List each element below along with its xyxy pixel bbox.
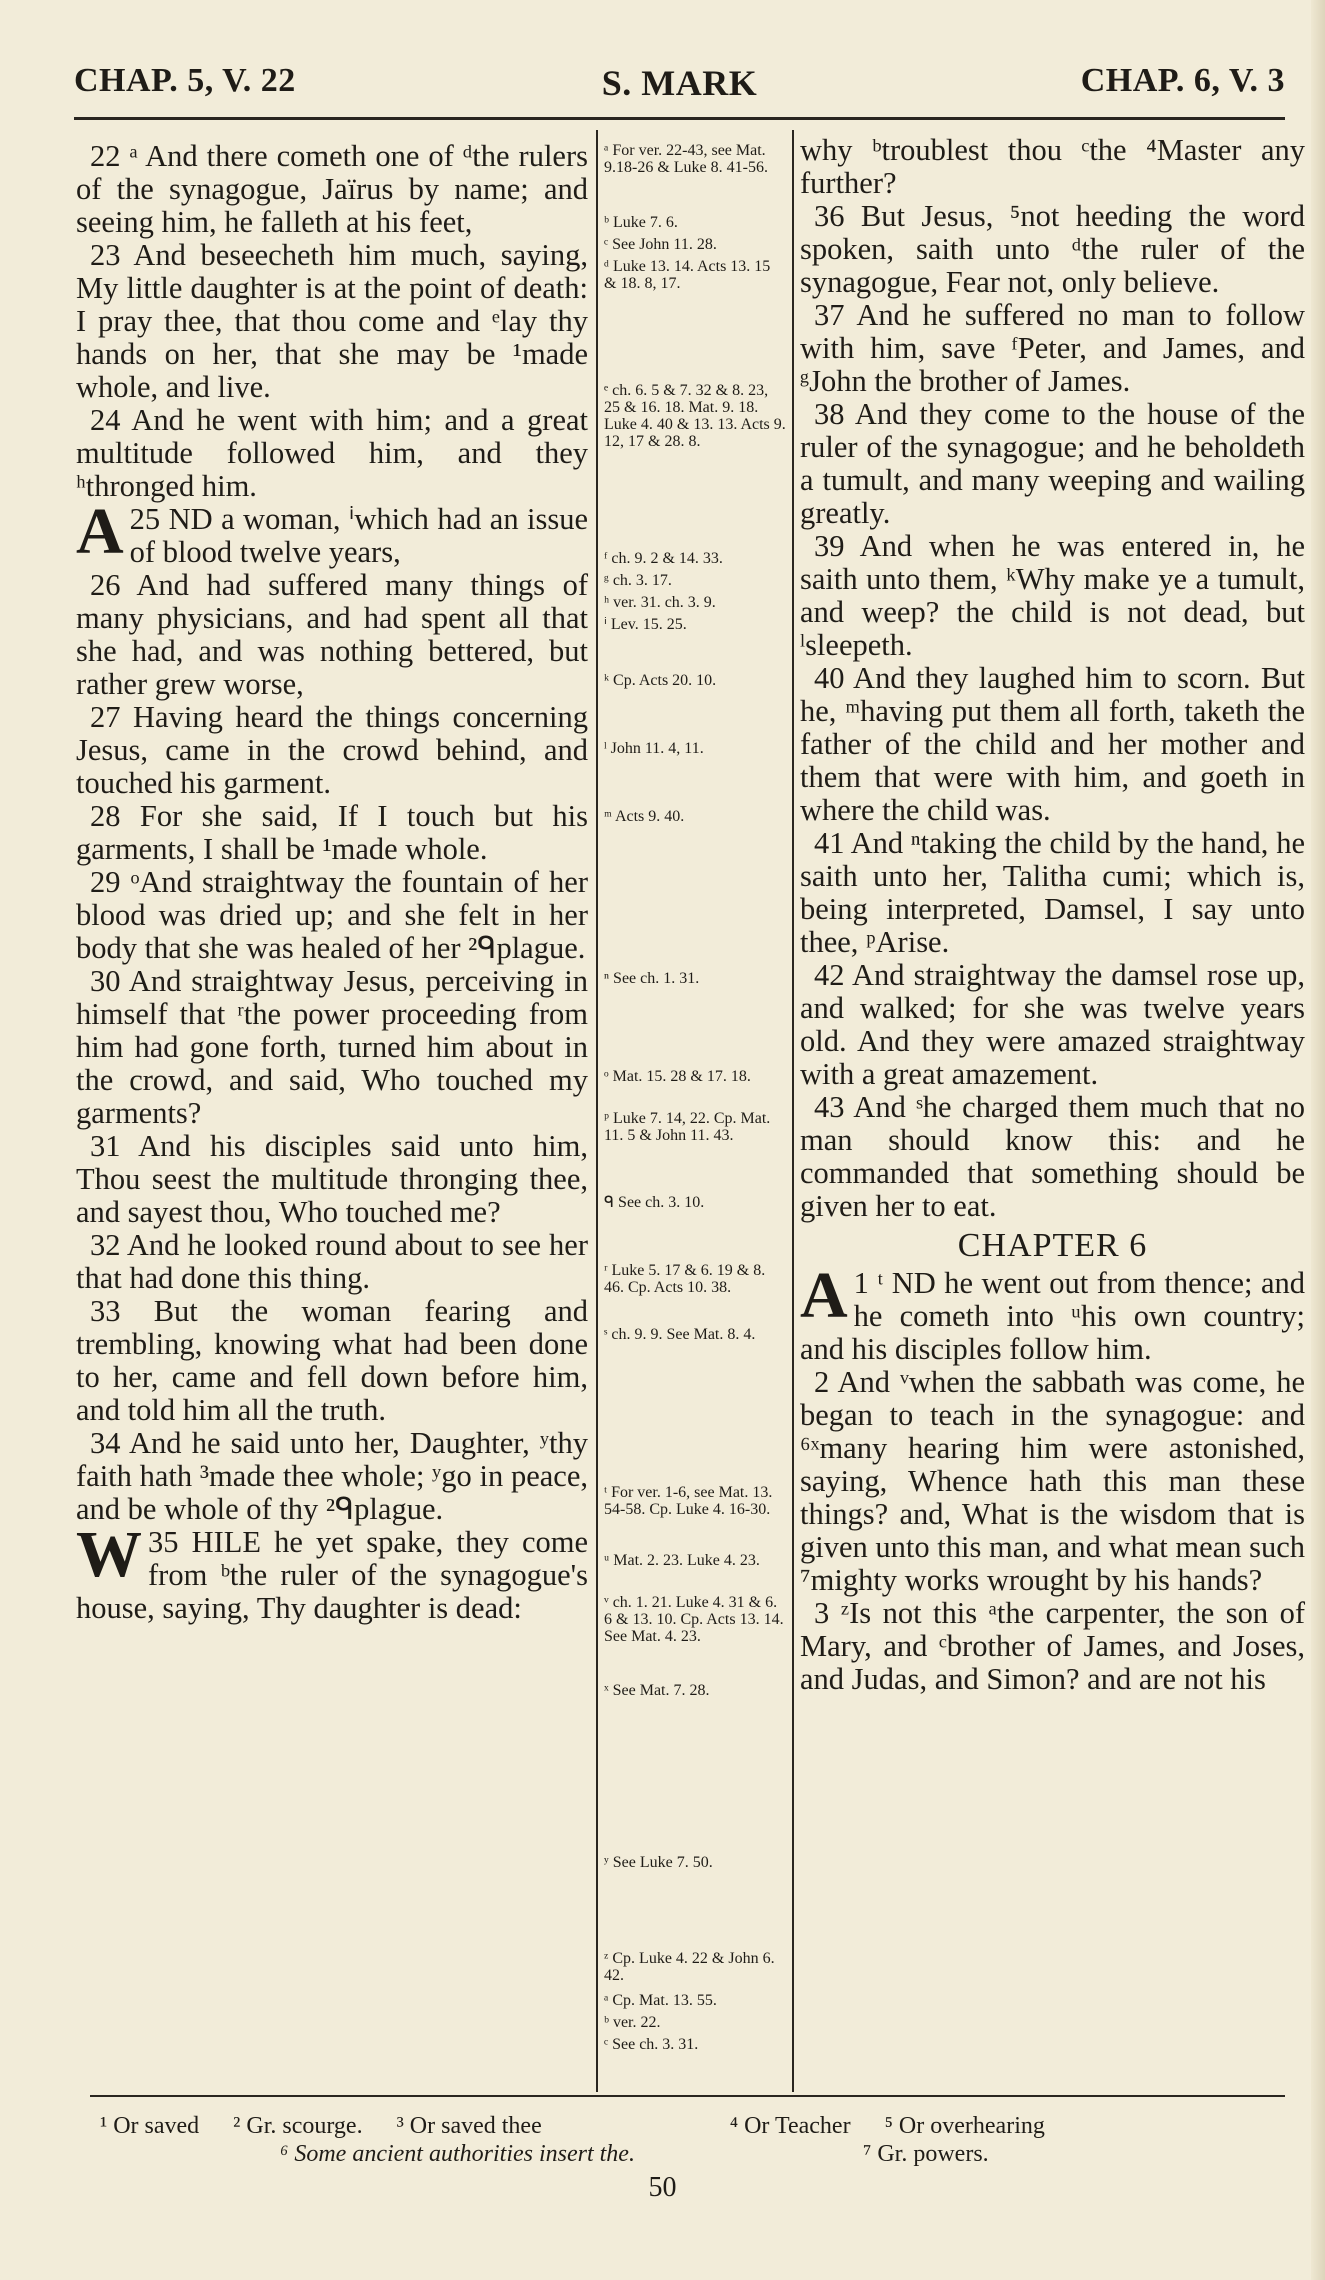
crossref-y: ʸ See Luke 7. 50. (604, 1854, 713, 1871)
verse-31: 31 And his disciples said unto him, Thou seest the multitude thronging thee, and sayest thou, Who touched me? (76, 1129, 588, 1229)
crossref-b: ᵇ Luke 7. 6. (604, 214, 678, 231)
running-header (74, 62, 1285, 112)
verse-35-number: 35 (148, 1525, 179, 1559)
verse-29: 29 ᵒAnd straightway the fountain of her blood was dried up; and she felt in her body that she was healed of her ²ᑫplague. (76, 865, 588, 965)
verse-28: 28 For she said, If I touch but his garments, I shall be ¹made whole. (76, 799, 588, 866)
verse-43: 43 And ˢhe charged them much that no man should know this: and he commanded that something should be given her to eat. (800, 1090, 1305, 1223)
verse-6-1-dropcap: A (800, 1259, 848, 1332)
footnote-1: ¹ Or saved (100, 2113, 200, 2139)
footnote-rule (90, 2095, 1285, 2097)
crossref-c2: ᶜ See ch. 3. 31. (604, 2036, 699, 2053)
verse-38: 38 And they come to the house of the ruler of the synagogue; and he beholdeth a tumult, and many weeping and wailing greatly. (800, 397, 1305, 530)
crossref-s: ˢ ch. 9. 9. See Mat. 8. 4. (604, 1326, 756, 1343)
verse-26: 26 And had suffered many things of many physicians, and had spent all that she had, and was nothing bettered, but rather grew worse, (76, 568, 588, 701)
verse-37: 37 And he suffered no man to follow with him, save ᶠPeter, and James, and ᵍJohn the brother of James. (800, 298, 1305, 398)
verse-6-1-number: 1 ᵗ (853, 1266, 884, 1300)
verse-33: 33 But the woman fearing and trembling, knowing what had been done to her, came and fell down before him, and told him all the truth. (76, 1294, 588, 1427)
left-text-column (76, 140, 588, 1625)
crossref-i: ⁱ Lev. 15. 25. (604, 616, 687, 633)
page-edge-shadow (1311, 0, 1325, 2280)
verse-6-2: 2 And ᵛwhen the sabbath was come, he began to teach in the synagogue: and ⁶ˣmany hearing him were astonished, saying, Whence hath this man these things? and, What is the wisdom that is given unto this man, and what mean such ⁷mighty works wrought by his hands? (800, 1365, 1305, 1597)
crossref-c: ᶜ See John 11. 28. (604, 236, 717, 253)
verse-23: 23 And beseecheth him much, saying, My little daughter is at the point of death: I pray thee, that thou come and ᵉlay thy hands on her, that she may be ¹made whole, and live. (76, 238, 588, 404)
page-number: 50 (648, 2172, 677, 2203)
verse-30: 30 And straightway Jesus, perceiving in himself that ʳthe power proceeding from him had gone forth, turned him about in the crowd, and said, Who touched my garments? (76, 964, 588, 1130)
column-divider-left (596, 130, 598, 2092)
footnote-spacer-2 (669, 2140, 829, 2168)
crossref-t: ᵗ For ver. 1-6, see Mat. 13. 54-58. Cp. Luke 4. 16-30. (604, 1484, 773, 1518)
footnote-6: ⁶ Some ancient authorities insert the. (280, 2141, 635, 2167)
column-divider-right (792, 130, 794, 2092)
verse-6-1-text: ND he went out from thence; and he cometh into ᵘhis own country; and his disciples follow him. (800, 1266, 1305, 1366)
verse-27: 27 Having heard the things concerning Jesus, came in the crowd behind, and touched his garment. (76, 700, 588, 800)
crossref-a2: ᵃ Cp. Mat. 13. 55. (604, 1992, 717, 2009)
crossref-g: ᵍ ch. 3. 17. (604, 572, 672, 589)
verse-41: 41 And ⁿtaking the child by the hand, he saith unto her, Talitha cumi; which is, being interpreted, Damsel, I say unto thee, ᵖArise. (800, 826, 1305, 959)
crossref-b2: ᵇ ver. 22. (604, 2014, 661, 2031)
verse-25-dropcap: A (76, 495, 124, 568)
footnote-5: ⁵ Or overhearing (884, 2113, 1045, 2139)
verse-22: 22 ᵃ And there cometh one of ᵈthe rulers of the synagogue, Jaïrus by name; and seeing him, he falleth at his feet, (76, 139, 588, 239)
crossref-z: ᶻ Cp. Luke 4. 22 & John 6. 42. (604, 1950, 775, 1984)
verse-24: 24 And he went with him; and a great multitude followed him, and they ʰthronged him. (76, 403, 588, 503)
header-rule (74, 117, 1285, 120)
verse-25 (76, 495, 588, 569)
verse-35-dropcap: W (76, 1518, 142, 1591)
verse-35-cont: why ᵇtroublest thou ᶜthe ⁴Master any further? (800, 133, 1305, 200)
footnote-4: ⁴ Or Teacher (729, 2113, 851, 2139)
crossref-a: ᵃ For ver. 22-43, see Mat. 9.18-26 & Luke 8. 41-56. (604, 142, 768, 176)
crossref-d: ᵈ Luke 13. 14. Acts 13. 15 & 18. 8, 17. (604, 258, 771, 292)
crossref-x: ˣ See Mat. 7. 28. (604, 1682, 710, 1699)
verse-36: 36 But Jesus, ⁵not heeding the word spoken, saith unto ᵈthe ruler of the synagogue, Fear not, only believe. (800, 199, 1305, 299)
verse-32: 32 And he looked round about to see her that had done this thing. (76, 1228, 588, 1295)
verse-6-3: 3 ᶻIs not this ᵃthe carpenter, the son of Mary, and ᶜbrother of James, and Joses, and Judas, and Simon? and are not his (800, 1596, 1305, 1696)
header-chapter-start: CHAP. 5, V. 22 (74, 62, 296, 99)
footnote-row-1 (100, 2112, 1300, 2140)
crossref-f: ᶠ ch. 9. 2 & 14. 33. (604, 550, 723, 567)
crossref-h: ʰ ver. 31. ch. 3. 9. (604, 594, 716, 611)
crossref-n: ⁿ See ch. 1. 31. (604, 970, 700, 987)
crossref-q: ᑫ See ch. 3. 10. (604, 1194, 705, 1211)
crossref-k: ᵏ Cp. Acts 20. 10. (604, 672, 717, 689)
verse-42: 42 And straightway the damsel rose up, and walked; for she was twelve years old. And they were amazed straightway with a great amazement. (800, 958, 1305, 1091)
right-text-column (800, 134, 1305, 1696)
header-book-title: S. MARK (601, 63, 758, 103)
verse-25-text: ND a woman, ⁱwhich had an issue of blood twelve years, (129, 502, 588, 569)
crossref-v: ᵛ ch. 1. 21. Luke 4. 31 & 6. 6 & 13. 10. Cp. Acts 13. 14. See Mat. 4. 23. (604, 1594, 784, 1645)
crossref-o: ᵒ Mat. 15. 28 & 17. 18. (604, 1068, 751, 1085)
verse-35-text: HILE he yet spake, they come from ᵇthe ruler of the synagogue's house, saying, Thy daughter is dead: (76, 1525, 588, 1625)
footnote-7: ⁷ Gr. powers. (862, 2141, 989, 2167)
verse-6-1 (800, 1259, 1305, 1366)
verse-25-number: 25 (129, 502, 161, 536)
chapter-heading: CHAPTER 6 (957, 1227, 1148, 1264)
verse-34: 34 And he said unto her, Daughter, ʸthy faith hath ³made thee whole; ʸgo in peace, and be whole of thy ²ᑫplague. (76, 1426, 588, 1526)
crossref-l: ˡ John 11. 4, 11. (604, 740, 704, 757)
crossref-p: ᵖ Luke 7. 14, 22. Cp. Mat. 11. 5 & John 11. 43. (604, 1110, 771, 1144)
crossref-e: ᵉ ch. 6. 5 & 7. 32 & 8. 23, 25 & 16. 18. Mat. 9. 18. Luke 4. 40 & 13. 13. Acts 9. 12, 17 & 28. 8. (604, 382, 786, 450)
verse-40: 40 And they laughed him to scorn. But he, ᵐhaving put them all forth, taketh the father of the child and her mother and them that were with him, and goeth in where the child was. (800, 661, 1305, 827)
footnote-spacer (576, 2112, 696, 2140)
crossref-u: ᵘ Mat. 2. 23. Luke 4. 23. (604, 1552, 760, 1569)
verse-35 (76, 1518, 588, 1625)
crossref-m: ᵐ Acts 9. 40. (604, 808, 685, 825)
verse-39: 39 And when he was entered in, he saith unto them, ᵏWhy make ye a tumult, and weep? the child is not dead, but ˡsleepeth. (800, 529, 1305, 662)
footnote-2: ² Gr. scourge. (233, 2113, 363, 2139)
footnote-row-2 (100, 2140, 1300, 2168)
footnote-3: ³ Or saved thee (396, 2113, 542, 2139)
crossref-r: ʳ Luke 5. 17 & 6. 19 & 8. 46. Cp. Acts 10. 38. (604, 1262, 766, 1296)
footnotes (100, 2112, 1300, 2168)
header-chapter-end: CHAP. 6, V. 3 (1080, 62, 1285, 99)
